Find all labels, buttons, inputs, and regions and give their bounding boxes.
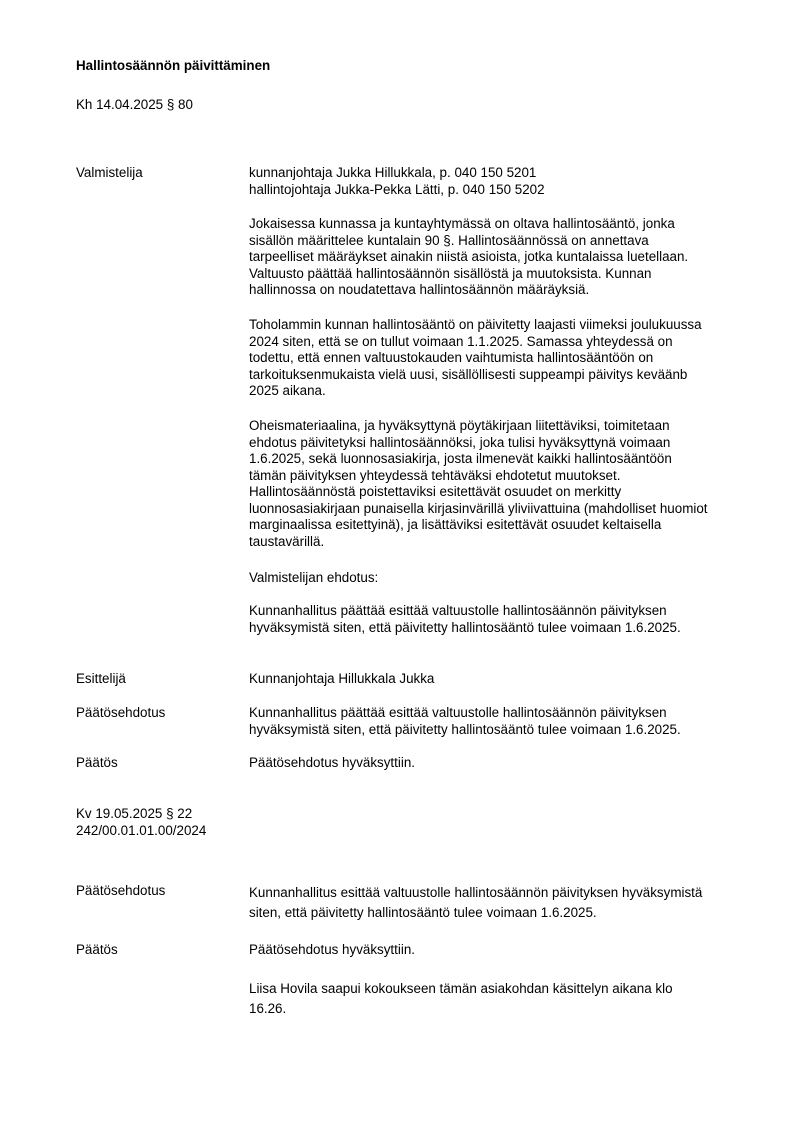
paragraph-line: luonnosasiakirjaan punaisella kirjasinvärillä yliviivattuina (mahdolliset huomiot — [249, 500, 708, 516]
valmistelija-line: hallintojohtaja Jukka-Pekka Lätti, p. 040 150 5202 — [249, 181, 545, 197]
paragraph-line: hyväksymistä siten, että päivitetty hallintosääntö tulee voimaan 1.6.2025. — [249, 721, 681, 737]
paatosehdotus-label: Päätösehdotus — [76, 705, 166, 720]
diary-number: 242/00.01.01.00/2024 — [76, 822, 207, 838]
paatosehdotus-text — [249, 883, 769, 923]
paragraph-line: Hallintosäännöstä poistettaviksi esitettävät osuudet on merkitty — [249, 484, 622, 499]
valmistelijan-ehdotus-text — [249, 603, 769, 636]
paatosehdotus-text — [249, 705, 769, 738]
paragraph-line: Liisa Hovila saapui kokoukseen tämän asiakohdan käsittelyn aikana klo — [249, 981, 673, 996]
paragraph-line: marginaalissa esitettyinä), ja lisättäviksi esitettävät osuudet keltaisella — [249, 517, 662, 532]
kh-meeting-reference: Kh 14.04.2025 § 80 — [76, 97, 193, 112]
kv-reference-line: Kv 19.05.2025 § 22 — [76, 806, 193, 821]
paragraph-line: Kunnanhallitus päättää esittää valtuustolle hallintosäännön päivityksen — [249, 603, 667, 618]
paragraph-line: Jokaisessa kunnassa ja kuntayhtymässä on oltava hallintosääntö, jonka — [249, 216, 675, 231]
paragraph-line: 16.26. — [249, 1001, 287, 1016]
paragraph-line: todettu, että ennen valtuustokauden vaihtumista hallintosääntöön on — [249, 350, 654, 365]
paatos-value: Päätösehdotus hyväksyttiin. — [249, 942, 415, 957]
valmistelija-contacts — [249, 165, 769, 198]
paragraph-line: Kunnanhallitus päättää esittää valtuustolle hallintosäännön päivityksen — [249, 705, 667, 720]
paatosehdotus-label: Päätösehdotus — [76, 883, 166, 898]
paragraph-line: hallinnossa on noudatettava hallintosäännön määräyksiä. — [249, 282, 590, 297]
paatos-label: Päätös — [76, 942, 118, 957]
paatos-note — [249, 979, 769, 1019]
paragraph-line: ehdotus päivitetyksi hallintosäännöksi, joka tulisi hyväksyttynä voimaan — [249, 434, 671, 450]
paragraph-line: tarpeelliset määräykset ainakin niistä asioista, jotka kuntalaissa luetellaan. — [249, 249, 689, 264]
paatos-value: Päätösehdotus hyväksyttiin. — [249, 755, 415, 770]
valmistelija-line: kunnanjohtaja Jukka Hillukkala, p. 040 150 5201 — [249, 165, 537, 180]
paragraph-previous-update — [249, 317, 769, 400]
paragraph-line: Oheismateriaalina, ja hyväksyttynä pöytäkirjaan liitettäviksi, toimitetaan — [249, 418, 670, 433]
kv-meeting-reference — [76, 806, 206, 839]
valmistelija-label: Valmistelija — [76, 165, 143, 180]
esittelija-label: Esittelijä — [76, 671, 126, 686]
paragraph-line: taustavärillä. — [249, 533, 325, 549]
paragraph-line: Toholammin kunnan hallintosääntö on päivitetty laajasti viimeksi joulukuussa — [249, 317, 702, 332]
paatos-label: Päätös — [76, 755, 118, 770]
paragraph-line: tarkoituksenmukaista vielä uusi, sisällöllisesti suppeampi päivitys keväänb — [249, 366, 688, 382]
paragraph-line: hyväksymistä siten, että päivitetty hallintosääntö tulee voimaan 1.6.2025. — [249, 619, 681, 635]
paragraph-line: Valtuusto päättää hallintosäännön sisällöstä ja muutoksista. Kunnan — [249, 265, 652, 281]
document-title: Hallintosäännön päivittäminen — [76, 58, 271, 73]
paragraph-line: 2025 aikana. — [249, 383, 326, 398]
paragraph-line: sisällön määrittelee kuntalain 90 §. Hallintosäännössä on annettava — [249, 232, 649, 248]
paragraph-line: Kunnanhallitus esittää valtuustolle hallintosäännön päivityksen hyväksymistä — [249, 885, 703, 900]
esittelija-value: Kunnanjohtaja Hillukkala Jukka — [249, 671, 435, 686]
paragraph-line: tämän päivityksen yhteydessä tehtäväksi ehdotetut muutokset. — [249, 467, 621, 483]
paragraph-line: siten, että päivitetty hallintosääntö tulee voimaan 1.6.2025. — [249, 905, 597, 920]
paragraph-line: 2024 siten, että se on tullut voimaan 1.1.2025. Samassa yhteydessä on — [249, 333, 673, 349]
paragraph-attachments — [249, 418, 769, 550]
paragraph-line: 1.6.2025, sekä luonnosasiakirja, josta ilmenevät kaikki hallintosääntöön — [249, 451, 672, 466]
valmistelijan-ehdotus-heading: Valmistelijan ehdotus: — [249, 570, 379, 585]
paragraph-hallintosaanto-basics — [249, 216, 769, 299]
